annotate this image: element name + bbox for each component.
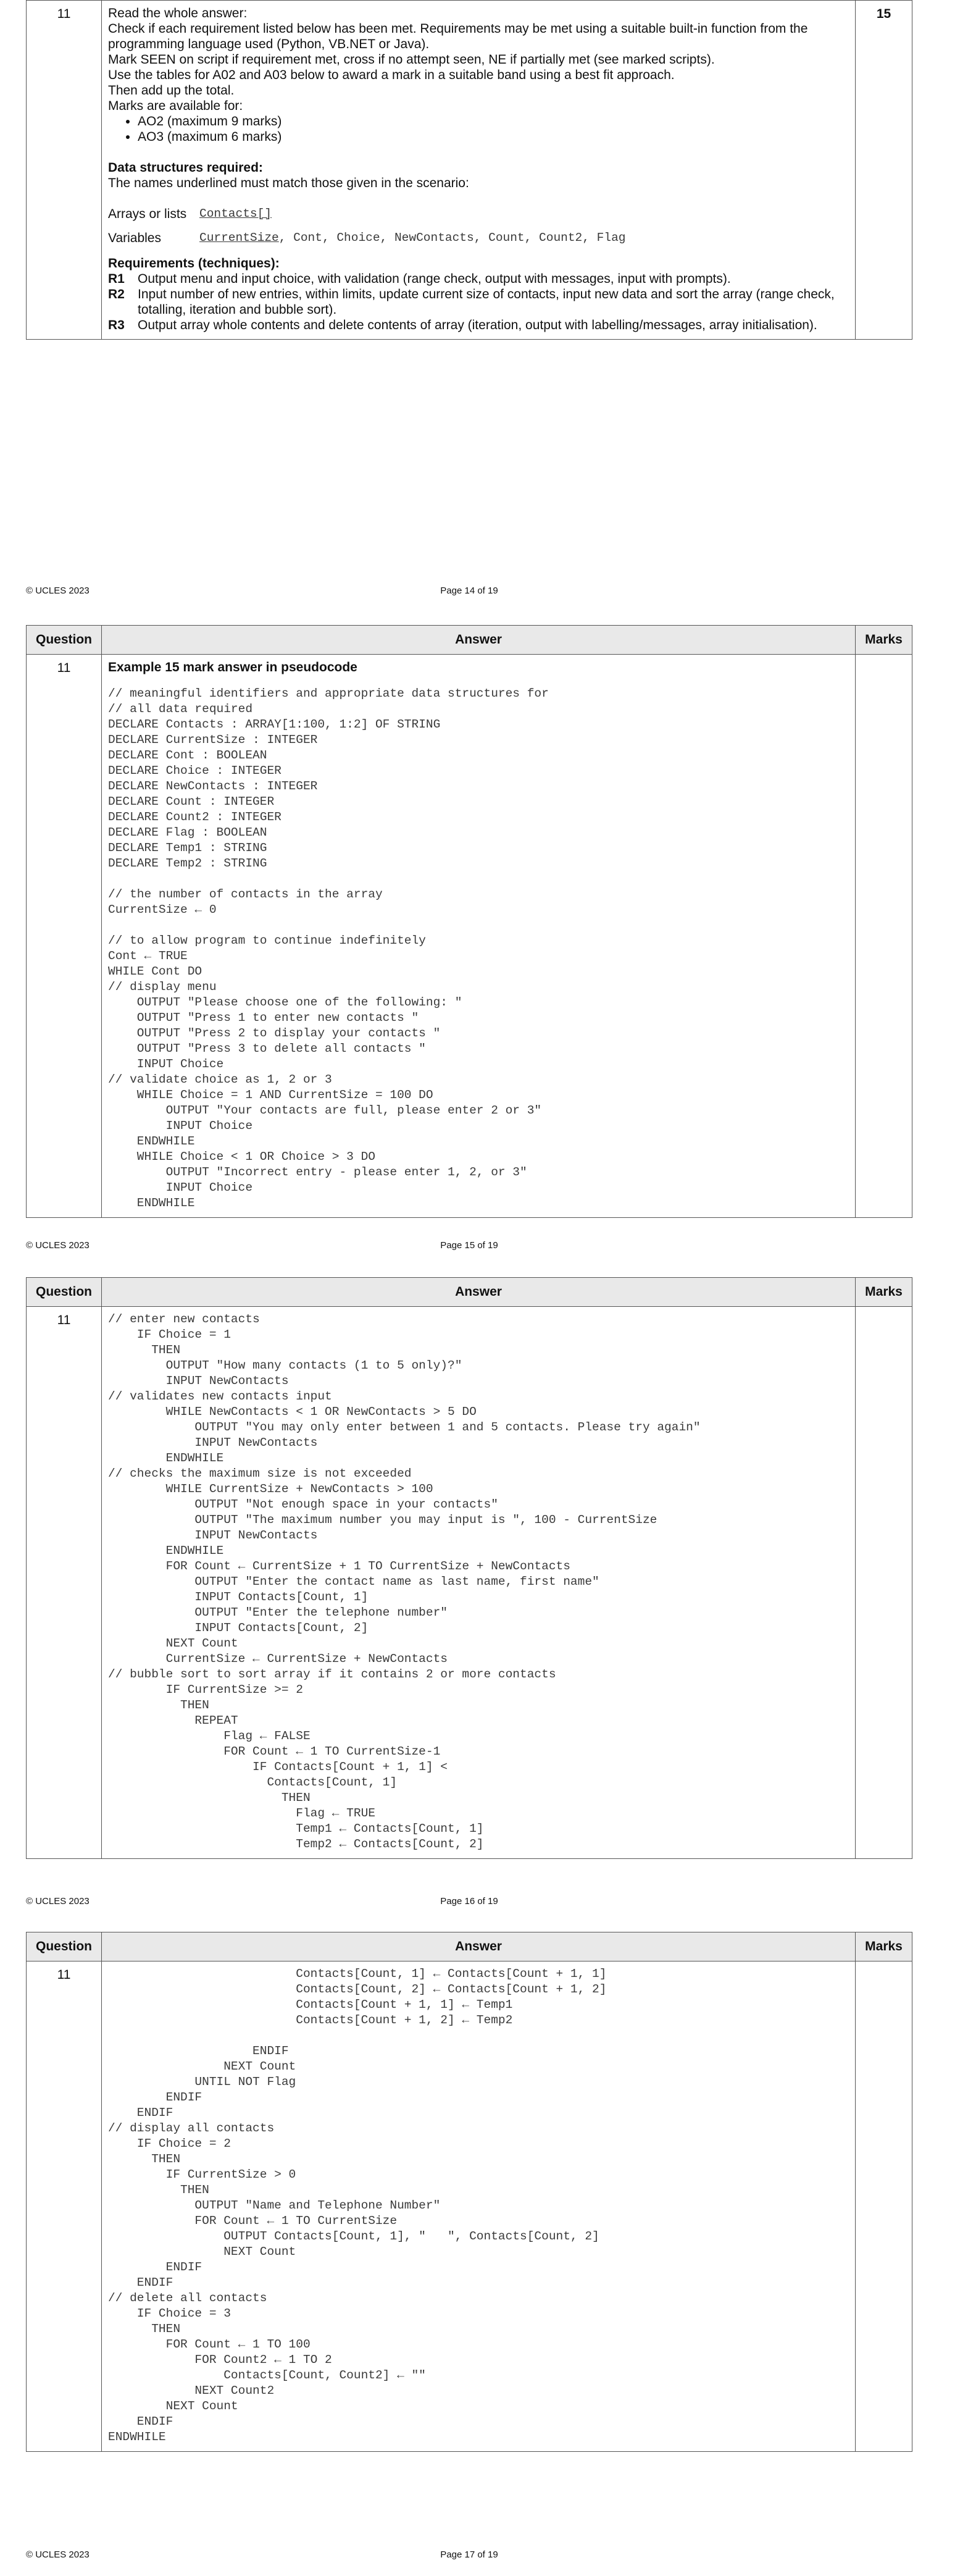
page-footer <box>26 1240 912 1255</box>
code-line: IF CurrentSize > 0 <box>108 2168 296 2181</box>
code-line: WHILE NewContacts < 1 OR NewContacts > 5 DO <box>108 1405 477 1419</box>
code-line: OUTPUT "Your contacts are full, please enter 2 or 3" <box>108 1104 542 1117</box>
code-line: OUTPUT "Enter the telephone number" <box>108 1606 448 1619</box>
variable-separator: , <box>380 231 394 245</box>
marks-cell <box>856 1307 912 1859</box>
instruction-line: programming language used (Python, VB.NET or Java). <box>108 37 430 51</box>
code-line: UNTIL NOT Flag <box>108 2075 296 2089</box>
code-line: OUTPUT "Press 2 to display your contacts " <box>108 1026 441 1040</box>
code-line: Flag ← FALSE <box>108 1729 311 1743</box>
code-line: OUTPUT "Press 1 to enter new contacts " <box>108 1011 419 1025</box>
code-line: Temp2 ← Contacts[Count, 2] <box>108 1837 484 1851</box>
code-line: IF Choice = 2 <box>108 2137 231 2150</box>
code-line: DECLARE NewContacts : INTEGER <box>108 779 318 793</box>
variables-label: Variables <box>108 231 161 245</box>
variables-row <box>108 230 849 246</box>
question-number: 11 <box>27 1307 102 1859</box>
variables-value <box>199 230 625 246</box>
marks-value: 15 <box>856 1 912 340</box>
copyright: © UCLES 2023 <box>26 2549 90 2560</box>
variable-separator: , <box>474 231 489 245</box>
code-line: NEXT Count <box>108 2245 296 2259</box>
code-line: DECLARE CurrentSize : INTEGER <box>108 733 318 747</box>
code-line: Contacts[Count + 1, 1] ← Temp1 <box>108 1998 513 2012</box>
question-number: 11 <box>27 1 102 340</box>
code-line: OUTPUT "Name and Telephone Number" <box>108 2199 441 2212</box>
code-line: WHILE CurrentSize + NewContacts > 100 <box>108 1482 433 1496</box>
code-line: // display all contacts <box>108 2121 275 2135</box>
marking-table-page17 <box>26 1932 912 2452</box>
code-line: // enter new contacts <box>108 1312 260 1326</box>
code-line: Contacts[Count, 2] ← Contacts[Count + 1, 2] <box>108 1982 607 1996</box>
requirement-r2: R2 Input number of new entries, within limits, update current size of contacts, input new data and sort the array (range check, totalling, iteration and bubble sort). <box>108 287 835 317</box>
code-line: OUTPUT "The maximum number you may input is ", 100 - CurrentSize <box>108 1513 657 1527</box>
variable-separator: , <box>524 231 540 245</box>
requirements-heading: Requirements (techniques): <box>108 256 280 271</box>
page-footer <box>26 1896 912 1911</box>
code-line: ENDIF <box>108 2091 202 2104</box>
code-line: Contacts[Count, Count2] ← "" <box>108 2368 426 2382</box>
code-line: THEN <box>108 2322 181 2336</box>
instruction-line: Use the tables for A02 and A03 below to award a mark in a suitable band using a best fit approach. <box>108 68 675 82</box>
arrays-label: Arrays or lists <box>108 207 187 221</box>
code-line: // checks the maximum size is not exceeded <box>108 1467 412 1480</box>
code-line: FOR Count ← CurrentSize + 1 TO CurrentSize + NewContacts <box>108 1559 570 1573</box>
code-line: ENDWHILE <box>108 1196 195 1210</box>
variable-name: Choice <box>336 231 380 245</box>
code-line: Temp1 ← Contacts[Count, 1] <box>108 1822 484 1836</box>
instruction-line: Check if each requirement listed below has been met. Requirements may be met using a suitable built-in function from the <box>108 22 808 36</box>
data-structures-heading: Data structures required: <box>108 161 263 175</box>
code-line: FOR Count2 ← 1 TO 2 <box>108 2353 332 2367</box>
arrays-value: Contacts[] <box>199 207 272 220</box>
code-line: THEN <box>108 2183 209 2197</box>
list-item: • AO2 (maximum 9 marks) <box>138 114 849 129</box>
variable-separator: , <box>322 231 337 245</box>
code-line: IF Contacts[Count + 1, 1] < <box>108 1760 448 1774</box>
instruction-line: Then add up the total. <box>108 83 235 98</box>
answer-cell <box>102 1 856 340</box>
code-line: FOR Count ← 1 TO CurrentSize-1 <box>108 1745 441 1758</box>
code-line: OUTPUT Contacts[Count, 1], " ", Contacts[Count, 2] <box>108 2230 599 2243</box>
code-line: OUTPUT "You may only enter between 1 and 5 contacts. Please try again" <box>108 1420 701 1434</box>
code-line: OUTPUT "Not enough space in your contacts" <box>108 1498 498 1511</box>
code-line: INPUT Contacts[Count, 1] <box>108 1590 369 1604</box>
code-line: // delete all contacts <box>108 2291 267 2305</box>
code-line: DECLARE Contacts : ARRAY[1:100, 1:2] OF STRING <box>108 718 441 731</box>
copyright: © UCLES 2023 <box>26 585 90 596</box>
pseudocode-block <box>108 686 849 1211</box>
page-footer <box>26 2549 912 2564</box>
code-line: DECLARE Cont : BOOLEAN <box>108 749 267 762</box>
code-line: OUTPUT "Please choose one of the following: " <box>108 996 462 1009</box>
code-line: ENDWHILE <box>108 2430 166 2444</box>
instruction-line: Mark SEEN on script if requirement met, cross if no attempt seen, NE if partially met (see marked scripts). <box>108 52 715 67</box>
instruction-line: Marks are available for: <box>108 99 243 113</box>
code-line: INPUT Choice <box>108 1181 253 1194</box>
code-line: FOR Count ← 1 TO 100 <box>108 2338 311 2351</box>
page-number: Page 14 of 19 <box>440 585 498 596</box>
code-line: Contacts[Count + 1, 2] ← Temp2 <box>108 2013 513 2027</box>
instruction-line: Read the whole answer: <box>108 6 248 20</box>
code-line: INPUT Choice <box>108 1057 224 1071</box>
code-line: // the number of contacts in the array <box>108 887 383 901</box>
code-line: THEN <box>108 1791 311 1805</box>
requirement-r3: R3 Output array whole contents and delete contents of array (iteration, output with labelling/messages, array initialisation). <box>108 318 817 332</box>
variable-name: Flag <box>596 231 626 245</box>
marks-cell <box>856 1961 912 2452</box>
code-line: OUTPUT "How many contacts (1 to 5 only)?" <box>108 1359 462 1372</box>
code-line: WHILE Choice = 1 AND CurrentSize = 100 DO <box>108 1088 433 1102</box>
code-line: WHILE Choice < 1 OR Choice > 3 DO <box>108 1150 375 1164</box>
answer-cell <box>102 655 856 1218</box>
code-line: // bubble sort to sort array if it contains 2 or more contacts <box>108 1668 556 1681</box>
code-line: ENDWHILE <box>108 1135 195 1148</box>
page-number: Page 15 of 19 <box>440 1240 498 1251</box>
marking-table-page14 <box>26 0 912 340</box>
code-line: OUTPUT "Incorrect entry - please enter 1, 2, or 3" <box>108 1165 527 1179</box>
answer-cell <box>102 1961 856 2452</box>
code-line: NEXT Count <box>108 2399 238 2413</box>
code-line: THEN <box>108 1698 209 1712</box>
code-line: CurrentSize ← CurrentSize + NewContacts <box>108 1652 448 1666</box>
page-number: Page 17 of 19 <box>440 2549 498 2560</box>
copyright: © UCLES 2023 <box>26 1240 90 1251</box>
code-line: DECLARE Count2 : INTEGER <box>108 810 282 824</box>
code-line: OUTPUT "Enter the contact name as last name, first name" <box>108 1575 599 1588</box>
code-line: ENDIF <box>108 2415 173 2428</box>
variable-name: Cont <box>293 231 322 245</box>
example-title: Example 15 mark answer in pseudocode <box>108 660 357 674</box>
code-line: Flag ← TRUE <box>108 1806 375 1820</box>
code-line: INPUT NewContacts <box>108 1374 289 1388</box>
variable-name: Count2 <box>539 231 583 245</box>
page-footer <box>26 585 912 600</box>
code-line: INPUT NewContacts <box>108 1529 318 1542</box>
copyright: © UCLES 2023 <box>26 1896 90 1907</box>
code-line: ENDIF <box>108 2260 202 2274</box>
column-header-question: Question <box>27 1932 102 1961</box>
code-line <box>108 918 849 933</box>
column-header-answer: Answer <box>102 1932 856 1961</box>
marking-table-page16 <box>26 1277 912 1859</box>
code-line: Contacts[Count, 1] <box>108 1776 398 1789</box>
code-line: DECLARE Count : INTEGER <box>108 795 275 808</box>
variable-name: Count <box>488 231 525 245</box>
code-line: // validate choice as 1, 2 or 3 <box>108 1073 332 1086</box>
page-number: Page 16 of 19 <box>440 1896 498 1907</box>
code-line: INPUT Choice <box>108 1119 253 1133</box>
code-line: WHILE Cont DO <box>108 965 202 978</box>
column-header-answer: Answer <box>102 1278 856 1307</box>
variable-separator: , <box>582 231 597 245</box>
code-line: REPEAT <box>108 1714 238 1727</box>
code-line: ENDIF <box>108 2276 173 2289</box>
code-line: CurrentSize ← 0 <box>108 903 217 917</box>
arrays-row <box>108 206 849 222</box>
code-line <box>108 2028 849 2044</box>
code-line: OUTPUT "Press 3 to delete all contacts " <box>108 1042 426 1055</box>
code-line: ENDIF <box>108 2044 289 2058</box>
code-line: // meaningful identifiers and appropriate data structures for <box>108 687 549 700</box>
code-line: Cont ← TRUE <box>108 949 188 963</box>
code-line: DECLARE Temp2 : STRING <box>108 857 267 870</box>
code-line: // display menu <box>108 980 217 994</box>
code-line: // to allow program to continue indefinitely <box>108 934 426 947</box>
intro-instructions <box>108 6 849 114</box>
list-item: • AO3 (maximum 6 marks) <box>138 129 849 145</box>
marking-table-page15 <box>26 625 912 1218</box>
ao-list <box>108 114 849 145</box>
column-header-answer: Answer <box>102 626 856 655</box>
variable-name: CurrentSize <box>199 231 279 245</box>
column-header-question: Question <box>27 1278 102 1307</box>
question-number: 11 <box>27 655 102 1218</box>
code-line: FOR Count ← 1 TO CurrentSize <box>108 2214 398 2228</box>
code-line: ENDWHILE <box>108 1544 224 1558</box>
code-line: ENDIF <box>108 2106 173 2120</box>
code-line: Contacts[Count, 1] ← Contacts[Count + 1, 1] <box>108 1967 607 1981</box>
code-line: DECLARE Flag : BOOLEAN <box>108 826 267 839</box>
question-number: 11 <box>27 1961 102 2452</box>
pseudocode-block <box>108 1966 849 2445</box>
code-line: INPUT NewContacts <box>108 1436 318 1450</box>
variable-name: NewContacts <box>394 231 474 245</box>
code-line: IF CurrentSize >= 2 <box>108 1683 303 1697</box>
code-line: NEXT Count <box>108 1637 238 1650</box>
code-line: ENDWHILE <box>108 1451 224 1465</box>
code-line: THEN <box>108 2152 181 2166</box>
answer-cell <box>102 1307 856 1859</box>
data-structures-note: The names underlined must match those given in the scenario: <box>108 176 469 190</box>
code-line: DECLARE Temp1 : STRING <box>108 841 267 855</box>
code-line: NEXT Count2 <box>108 2384 275 2398</box>
column-header-marks: Marks <box>856 1932 912 1961</box>
code-line: // validates new contacts input <box>108 1390 332 1403</box>
code-line: INPUT Contacts[Count, 2] <box>108 1621 369 1635</box>
marks-cell <box>856 655 912 1218</box>
code-line: THEN <box>108 1343 181 1357</box>
column-header-marks: Marks <box>856 1278 912 1307</box>
code-line: IF Choice = 3 <box>108 2307 231 2320</box>
code-line: NEXT Count <box>108 2060 296 2073</box>
code-line: DECLARE Choice : INTEGER <box>108 764 282 778</box>
code-line <box>108 871 849 887</box>
code-line: IF Choice = 1 <box>108 1328 231 1341</box>
pseudocode-block <box>108 1312 849 1852</box>
column-header-marks: Marks <box>856 626 912 655</box>
requirement-r1: R1 Output menu and input choice, with validation (range check, output with messages, input with prompts). <box>108 272 731 286</box>
column-header-question: Question <box>27 626 102 655</box>
code-line: // all data required <box>108 702 253 716</box>
variable-separator: , <box>278 231 294 245</box>
